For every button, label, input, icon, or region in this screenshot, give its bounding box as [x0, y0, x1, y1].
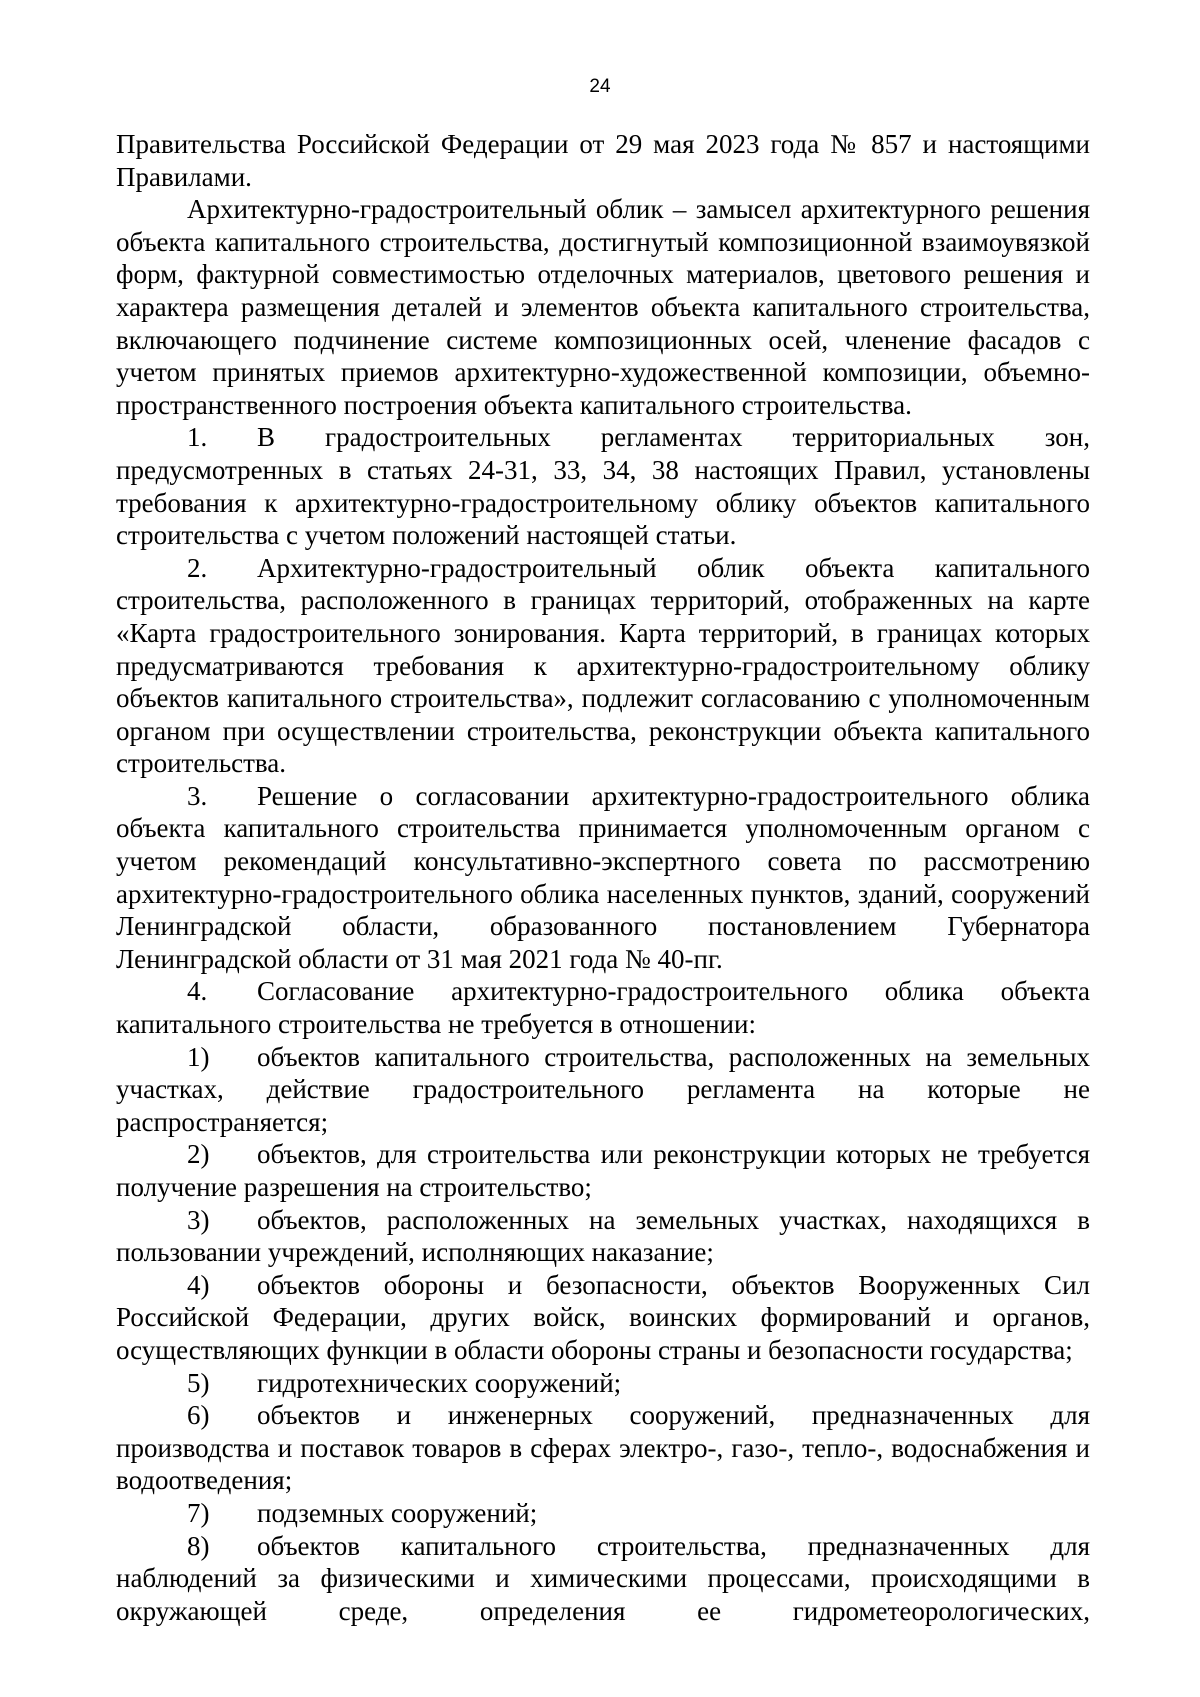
numbered-paragraph-3 [116, 780, 1090, 976]
paragraph-number: 3. [187, 780, 208, 811]
list-item-text: объектов, для строительства или реконструкции которых не требуется получение разрешения на строительство; [116, 1139, 1090, 1202]
list-item-2 [116, 1138, 1090, 1203]
paragraph-number: 1. [187, 422, 208, 453]
paragraph-text: Архитектурно-градостроительный облик – замысел архитектурного решения объекта капитального строительства, достигнутый композиционной взаимоувязкой форм, фактурной совместимостью отделочных материалов, цветового решения и характера размещения деталей и элементов объекта капитального строительства, включающего подчинение системе композиционных осей, членение фасадов с учетом принятых приемов архитектурно-художественной композиции, объемно-пространственного построения объекта капитального строительства. [116, 194, 1090, 420]
paragraph-text: Архитектурно-градостроительный облик объекта капитального строительства, расположенного в границах территорий, отображенных на карте «Карта градостроительного зонирования. Карта территорий, в границах которых предусматриваются требования к архитектурно-градостроительному облику объектов капитального строительства», подлежит согласованию с уполномоченным органом при осуществлении строительства, реконструкции объекта капитального строительства. [116, 552, 1090, 779]
document-body [116, 128, 1090, 1627]
list-item-7 [116, 1497, 1090, 1530]
numbered-paragraph-2 [116, 552, 1090, 780]
list-item-text: объектов и инженерных сооружений, предназначенных для производства и поставок товаров в сферах электро-, газо-, тепло-, водоснабжения и водоотведения; [116, 1400, 1090, 1496]
list-item-3 [116, 1204, 1090, 1269]
paragraph-text: Согласование архитектурно-градостроительного облика объекта капитального строительства не требуется в отношении: [116, 976, 1090, 1040]
paragraph-text: Решение о согласовании архитектурно-градостроительного облика объекта капитального строительства принимается уполномоченным органом с учетом рекомендаций консультативно-экспертного совета по рассмотрению архитектурно-градостроительного облика населенных пунктов, зданий, сооружений Ленинградской области, образованного постановлением Губернатора Ленинградской области от 31 мая 2021 года № 40-пг. [116, 780, 1090, 974]
paragraph-number: 4. [187, 976, 208, 1007]
list-item-4 [116, 1269, 1090, 1367]
list-item-number: 1) [187, 1041, 210, 1072]
paragraph-continuation [116, 128, 1090, 193]
paragraph-definition [116, 193, 1090, 421]
list-item-number: 8) [187, 1530, 210, 1561]
list-item-number: 7) [187, 1497, 210, 1528]
page-number: 24 [589, 76, 611, 97]
list-item-1 [116, 1041, 1090, 1139]
list-item-text: объектов обороны и безопасности, объектов Вооруженных Сил Российской Федерации, других войск, воинских формирований и органов, осуществляющих функции в области обороны страны и безопасности государства; [116, 1269, 1090, 1365]
list-item-text: гидротехнических сооружений; [257, 1367, 622, 1398]
list-item-5 [116, 1367, 1090, 1400]
list-item-number: 6) [187, 1400, 210, 1431]
numbered-paragraph-4 [116, 975, 1090, 1040]
list-item-number: 5) [187, 1367, 210, 1398]
list-item-number: 4) [187, 1269, 210, 1300]
list-item-text: объектов капитального строительства, расположенных на земельных участках, действие градостроительного регламента на которые не распространяется; [116, 1041, 1090, 1137]
list-item-text: объектов, расположенных на земельных участках, находящихся в пользовании учреждений, исполняющих наказание; [116, 1204, 1090, 1268]
list-item-text: подземных сооружений; [257, 1497, 538, 1528]
paragraph-number: 2. [187, 552, 208, 583]
numbered-paragraph-1 [116, 421, 1090, 551]
paragraph-text: Правительства Российской Федерации от 29 мая 2023 года № 857 и настоящими Правилами. [116, 129, 1090, 192]
paragraph-text: В градостроительных регламентах территориальных зон, предусмотренных в статьях 24-31, 33, 34, 38 настоящих Правил, установлены требования к архитектурно-градостроительному облику объектов капитального строительства с учетом положений настоящей статьи. [116, 422, 1090, 551]
list-item-number: 2) [187, 1139, 210, 1170]
list-item-6 [116, 1399, 1090, 1497]
list-item-number: 3) [187, 1204, 210, 1235]
list-item-text: объектов капитального строительства, предназначенных для наблюдений за физическими и химическими процессами, происходящими в окружающей среде, определения ее гидрометеорологических, [116, 1530, 1090, 1626]
list-item-8 [116, 1530, 1090, 1628]
